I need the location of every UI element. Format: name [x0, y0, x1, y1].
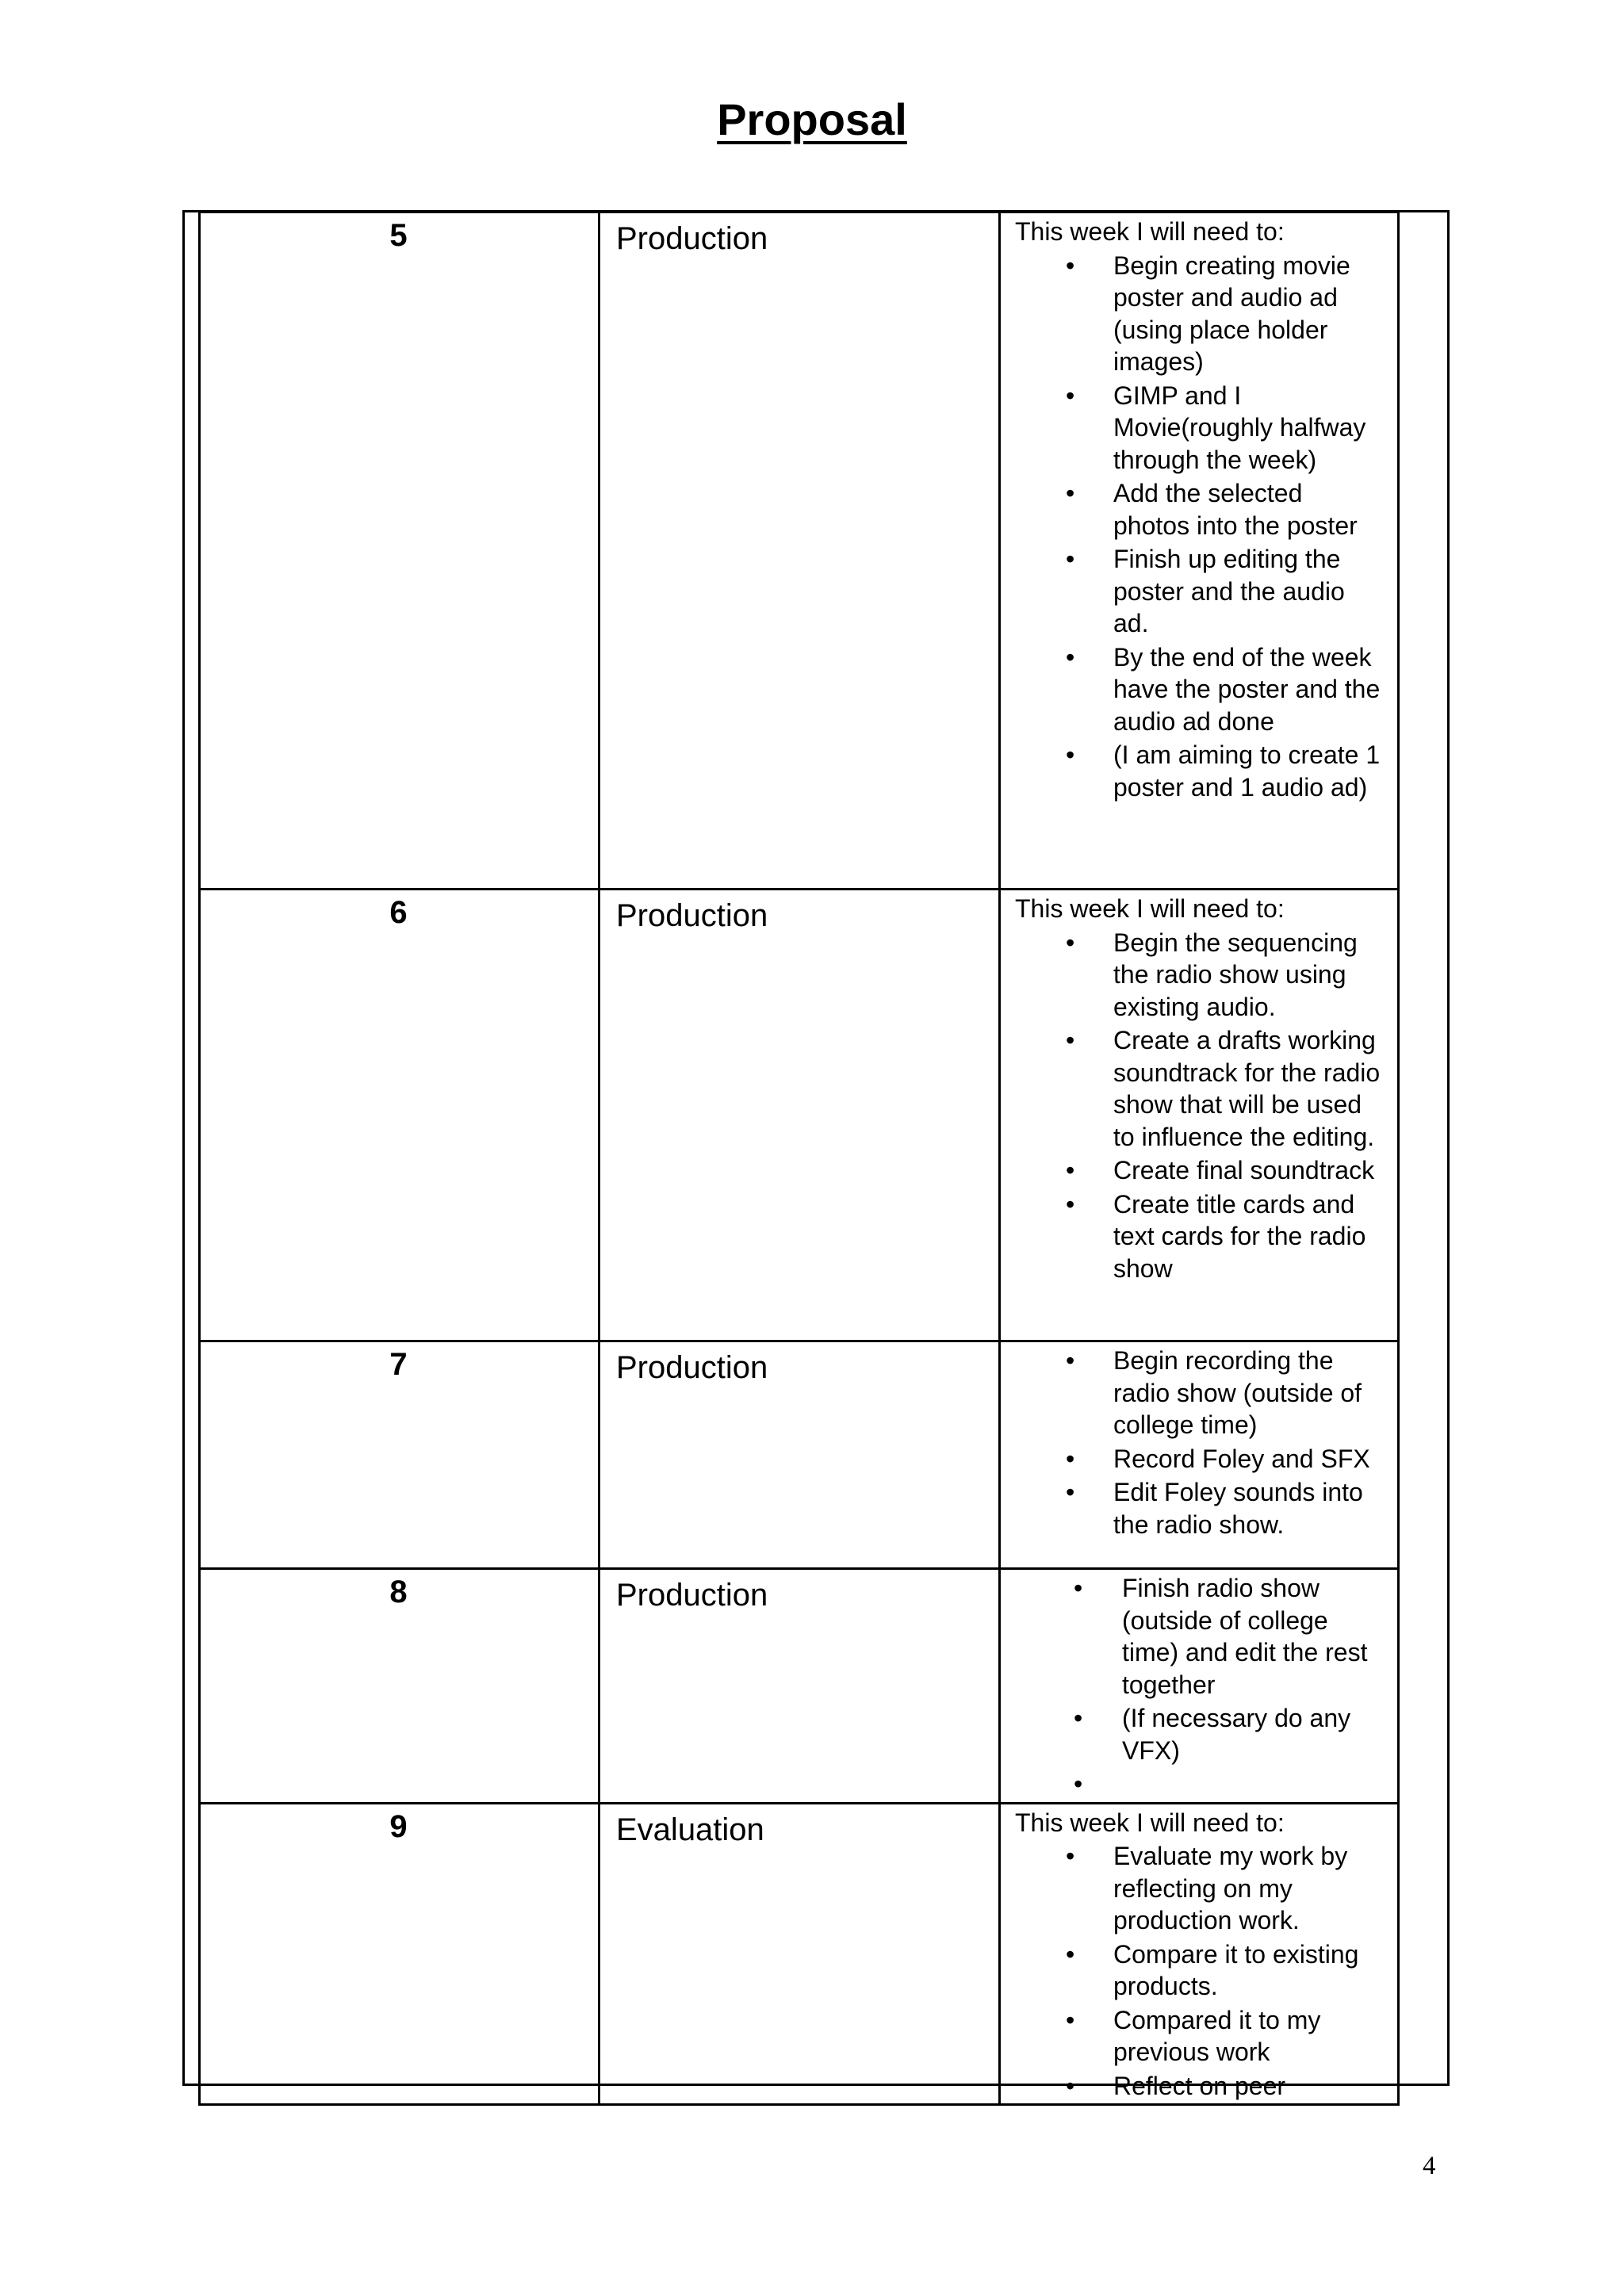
table-row: [200, 1803, 1399, 2105]
task-list: [1001, 1342, 1397, 1540]
task-item: • Create final soundtrack: [1015, 1154, 1385, 1187]
task-list: [1001, 213, 1397, 803]
task-intro: This week I will need to:: [1015, 894, 1285, 923]
task-item: • Create title cards and text cards for the radio show: [1015, 1188, 1385, 1285]
task-item: • Begin recording the radio show (outside of college time): [1015, 1345, 1385, 1441]
task-intro: This week I will need to:: [1015, 217, 1285, 246]
task-intro: This week I will need to:: [1015, 1808, 1285, 1837]
task-item: • Create a drafts working soundtrack for the radio show that will be used to influence the editing.: [1015, 1024, 1385, 1153]
task-list: [1001, 1570, 1397, 1800]
week-number: 8: [389, 1575, 408, 1609]
task-item: • Begin the sequencing the radio show using existing audio.: [1015, 927, 1385, 1024]
task-item: • Begin creating movie poster and audio ad (using place holder images): [1015, 250, 1385, 378]
task-item: • By the end of the week have the poster and the audio ad done: [1015, 641, 1385, 738]
task-item: [1015, 1768, 1385, 1800]
table-row: [200, 890, 1399, 1341]
task-list: [1001, 1804, 1397, 2103]
task-item: • Compared it to my previous work: [1015, 2004, 1385, 2068]
week-number: 9: [389, 1808, 408, 1844]
phase-label: Production: [616, 898, 768, 933]
task-list: [1001, 890, 1397, 1284]
task-item: • (I am aiming to create 1 poster and 1 audio ad): [1015, 739, 1385, 803]
week-number: 5: [389, 218, 408, 253]
week-number: 6: [389, 895, 408, 930]
table-row: [200, 1569, 1399, 1804]
task-item: • GIMP and I Movie(roughly halfway through the week): [1015, 380, 1385, 476]
table-row: [200, 1341, 1399, 1569]
phase-label: Production: [616, 1350, 768, 1385]
page-number: 4: [1423, 2152, 1436, 2180]
task-item: • Compare it to existing products.: [1015, 1938, 1385, 2003]
task-item: • Edit Foley sounds into the radio show.: [1015, 1476, 1385, 1540]
task-item: • (If necessary do any VFX): [1015, 1702, 1385, 1766]
schedule-table: [198, 211, 1400, 2106]
page-title: Proposal: [717, 94, 907, 144]
table-row: [200, 212, 1399, 890]
phase-label: Production: [616, 1578, 768, 1613]
task-item: • Finish up editing the poster and the audio ad.: [1015, 543, 1385, 640]
phase-label: Production: [616, 221, 768, 256]
task-item: • Evaluate my work by reflecting on my production work.: [1015, 1840, 1385, 1937]
task-item: • Add the selected photos into the poster: [1015, 477, 1385, 541]
task-item: • Record Foley and SFX: [1015, 1443, 1385, 1475]
task-item: • Reflect on peer: [1015, 2070, 1385, 2103]
phase-label: Evaluation: [616, 1812, 764, 1847]
week-number: 7: [389, 1347, 408, 1382]
task-item: • Finish radio show (outside of college time) and edit the rest together: [1015, 1572, 1385, 1701]
